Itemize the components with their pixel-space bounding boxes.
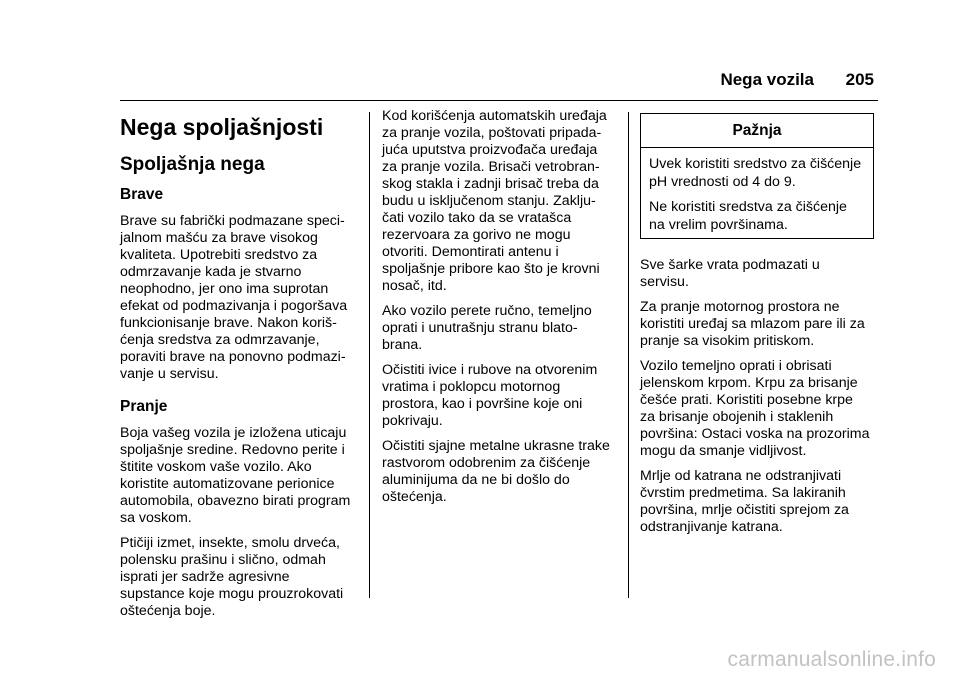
section-heading-pranje: Pranje — [120, 398, 168, 415]
watermark: carmanualsonline.info — [727, 648, 936, 671]
notice-paragraph: Ne koristiti sredstva za čišćenje na vrelim površinama. — [649, 199, 847, 233]
main-heading: Nega spoljašnjosti — [120, 114, 324, 140]
section-heading-brave: Brave — [120, 186, 164, 203]
paragraph: Očistiti sjajne metalne ukrasne trake rastvorom odobrenim za čišćenje aluminijuma da ne bi došlo do oštećenja. — [382, 438, 610, 505]
column-divider — [628, 112, 629, 598]
paragraph: Sve šarke vrata podmazati u servisu. — [640, 257, 820, 290]
notice-title: Pažnja — [641, 114, 873, 148]
paragraph: Boja vašeg vozila je izložena uticaju spoljašnje sredine. Redovno perite i štitite voskom vaše vozilo. Ako koristite automatizovane perionice automobila, obavezno birati program sa voskom. — [120, 425, 351, 526]
paragraph: Brave su fabrički podmazane speci- jalnom mašću za brave visokog kvaliteta. Upotrebiti sredstvo za odmrzavanje kada je stvarno neophodno, jer ono ima suprotan efekat od podmazivanja i pogoršava funkcionisanje brave. Nakon koriš- ćenja sredstva za odmrzavanje, poraviti brave na ponovno podmazi- vanje u servisu. — [120, 213, 348, 382]
paragraph: Ako vozilo perete ručno, temeljno oprati i unutrašnju stranu blato- brana. — [382, 303, 592, 353]
sub-heading: Spoljašnja nega — [120, 154, 265, 175]
column-divider — [369, 112, 370, 598]
notice-box — [640, 113, 874, 239]
page-number: 205 — [845, 70, 874, 89]
column-middle — [382, 108, 622, 514]
column-right — [640, 108, 880, 544]
paragraph: Ptičiji izmet, insekte, smolu drveća, polensku prašinu i slično, odmah isprati jer sadrže agresivne supstance koje mogu prouzrokovati oštećenja boje. — [120, 535, 344, 619]
notice-paragraph: Uvek koristiti sredstvo za čišćenje pH vrednosti od 4 do 9. — [649, 156, 862, 190]
chapter-title: Nega vozila — [720, 70, 814, 89]
paragraph: Za pranje motornog prostora ne koristiti uređaj sa mlazom pare ili za pranje sa visokim pritiskom. — [640, 299, 865, 349]
page-header — [120, 68, 878, 101]
paragraph: Očistiti ivice i rubove na otvorenim vratima i poklopcu motornog prostora, kao i površine koje oni pokrivaju. — [382, 362, 598, 429]
paragraph: Mrlje od katrana ne odstranjivati čvrstim predmetima. Sa lakiranih površina, mrlje očistiti sprejom za odstranjivanje katrana. — [640, 468, 849, 535]
paragraph: Vozilo temeljno oprati i obrisati jelenskom krpom. Krpu za brisanje češće prati. Koristiti posebne krpe za brisanje obojenih i staklenih površina: Ostaci voska na prozorima mogu da smanje vidljivost. — [640, 358, 870, 459]
column-left — [120, 108, 360, 628]
paragraph: Kod korišćenja automatskih uređaja za pranje vozila, poštovati pripada- juća uputstva proizvođača uređaja za pranje vozila. Brisači vetrobran- skog stakla i zadnji brisač treba da budu u isključenom stanju. Zaklju- čati vozilo tako da se vratašca rezervoara za gorivo ne mogu otvoriti. Demontirati antenu i spoljašnje pribore kao što je krovni nosač, itd. — [382, 108, 607, 294]
